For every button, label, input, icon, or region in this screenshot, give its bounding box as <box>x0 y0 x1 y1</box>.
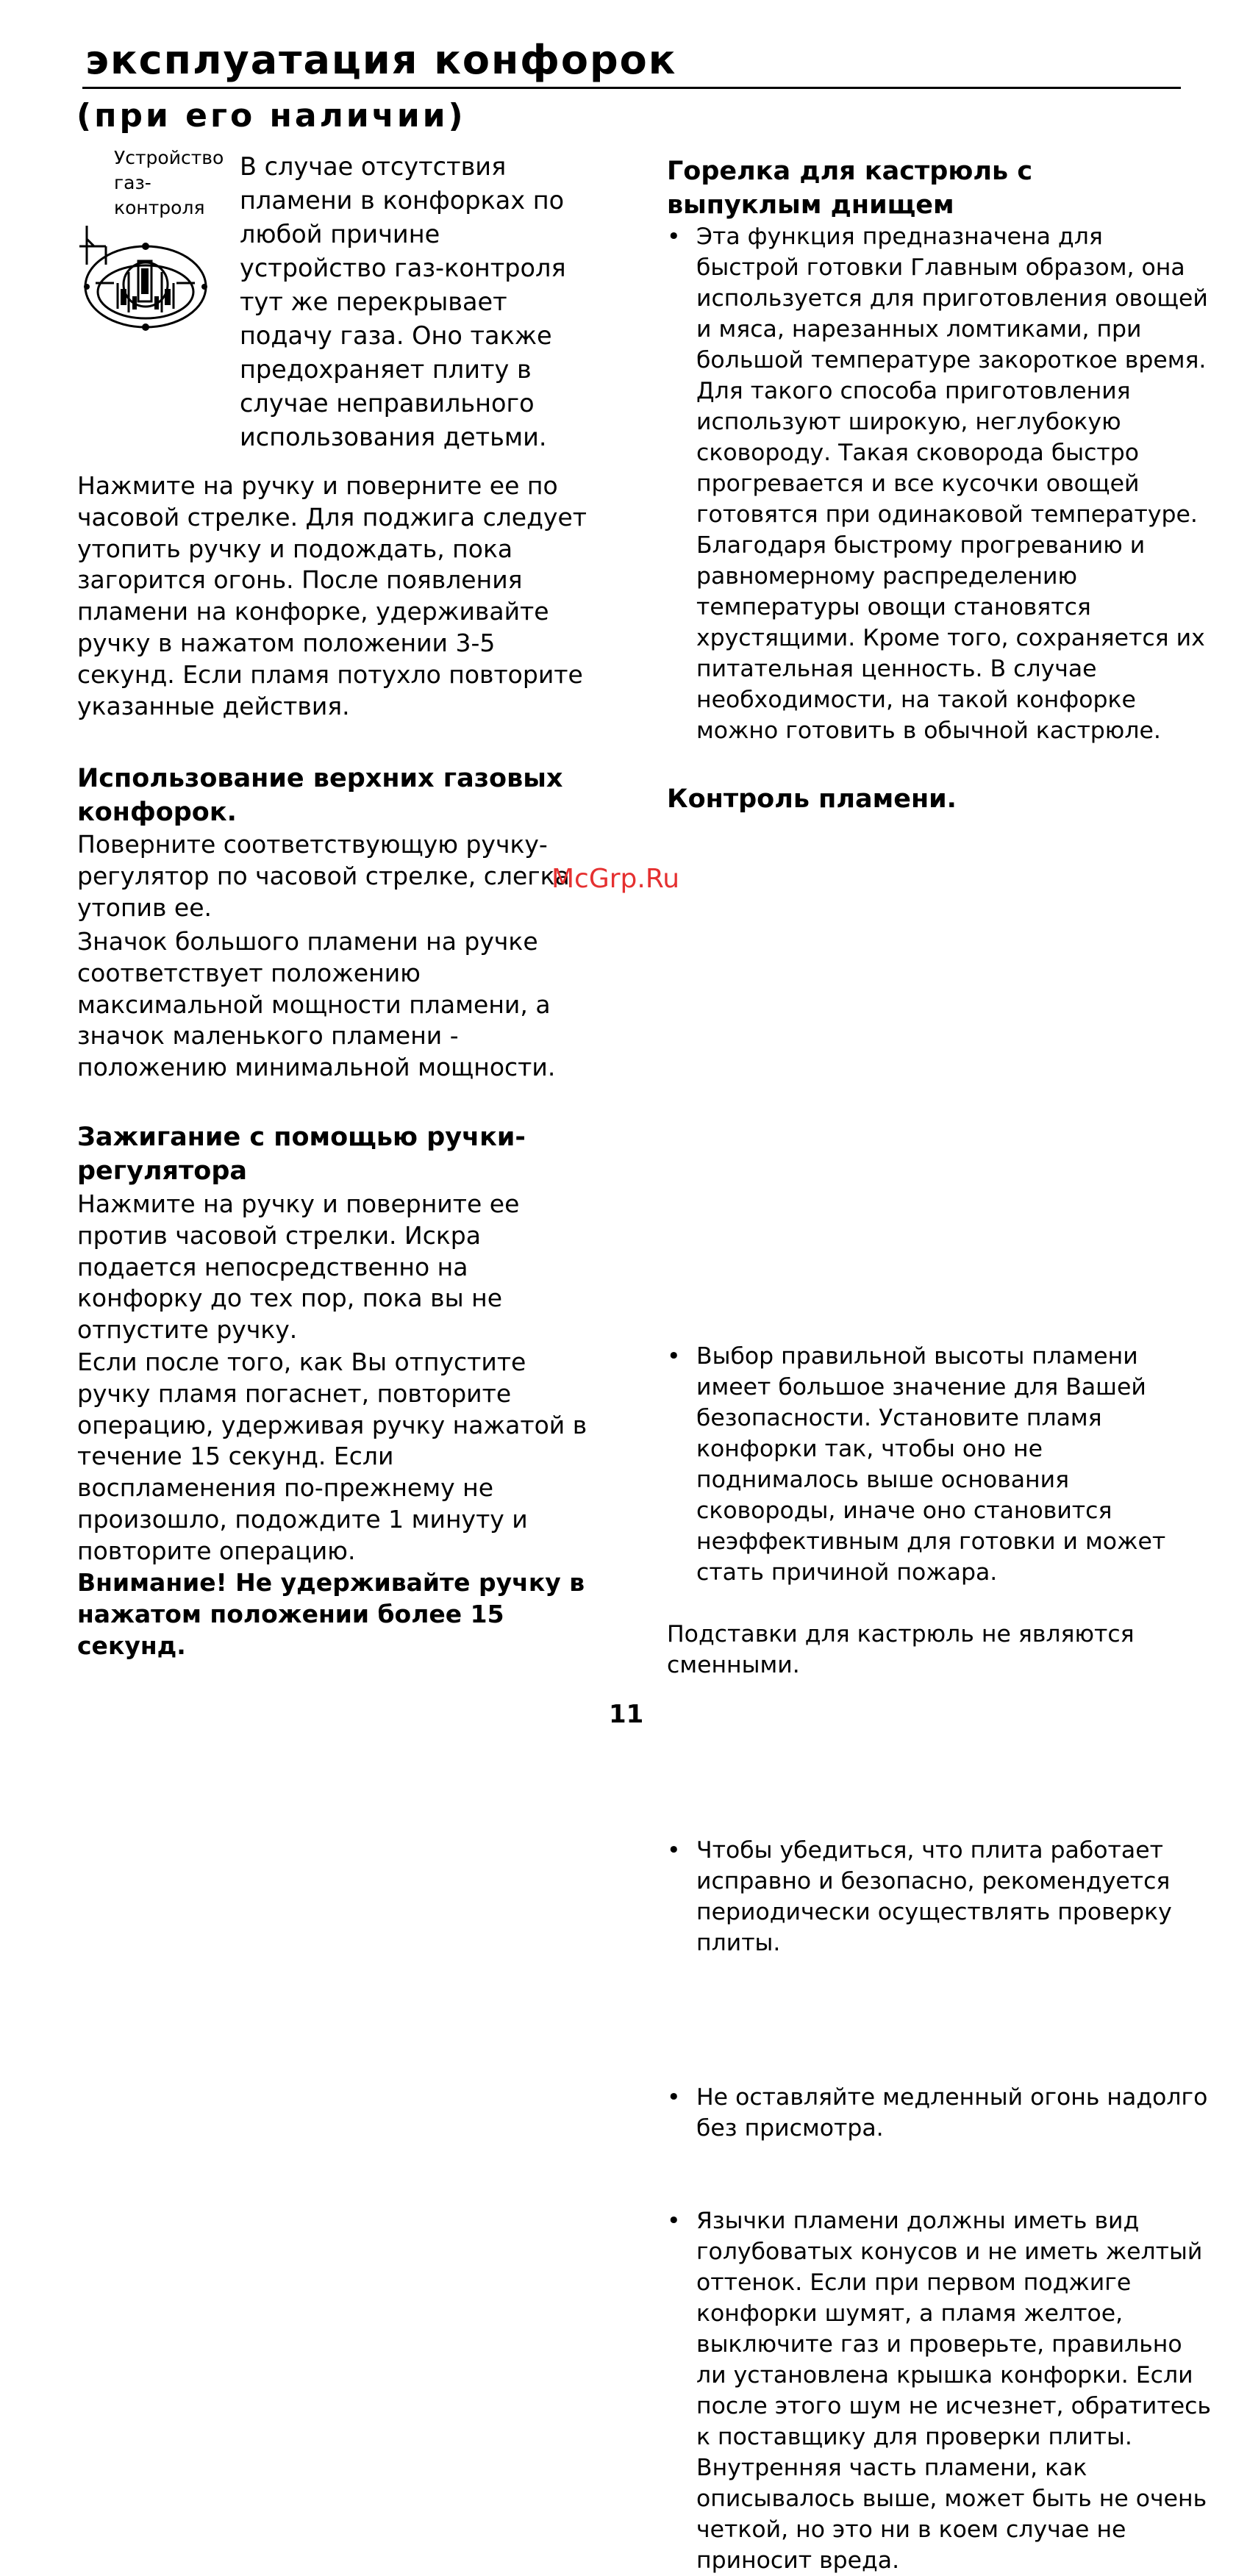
flame-control-bullet-4: • Язычки пламени должны иметь вид голубоватых конусов и не иметь желтый оттенок. Если при первом поджиге конфорки шумят, а пламя желтое, выключите газ и проверьте, правильно ли установлена крышка конфорки. Если после этого шум не исчезнет, обратитесь к поставщику для проверки плиты. Внутренняя часть пламени, как описывалось выше, может быть не очень четкой, но это ни в коем случае не приносит вреда. <box>667 2205 1211 2576</box>
section-text-top-burners-2: Значок большого пламени на ручке соответствует положению максимальной мощности пламени, а значок маленького пламени - положению минимальной мощности. <box>77 927 556 1082</box>
section-heading-knob-ignition: Зажигание с помощью ручки-регулятора <box>77 1123 526 1186</box>
device-label: Устройство газ-контроля <box>114 147 224 218</box>
section-text-knob-ignition-2: Если после того, как Вы отпустите ручку пламя погаснет, повторите операцию, удерживая ручку нажатой в течение 15 секунд. Если воспламенения по-прежнему не произошло, подождите 1 минуту и повторите операцию. <box>77 1348 587 1565</box>
flame-control-bullet-3: • Не оставляйте медленный огонь надолго без присмотра. <box>667 2082 1211 2144</box>
section-heading-flame-control: Контроль пламени. <box>667 784 957 814</box>
gas-control-device-icon <box>74 210 213 341</box>
page-title: эксплуатация конфорок <box>85 37 677 83</box>
watermark: McGrp.Ru <box>551 864 680 894</box>
page-subtitle: (при его наличии) <box>76 97 466 135</box>
section-heading-top-burners: Использование верхних газовых конфорок. <box>77 764 563 827</box>
closing-note: Подставки для кастрюль не являются сменными. <box>667 1621 1135 1678</box>
title-rule <box>82 87 1181 89</box>
left-paragraph-1: Нажмите на ручку и поверните ее по часовой стрелке. Для поджига следует утопить ручку и подождать, пока загорится огонь. После появления пламени на конфорке, удерживайте ручку в нажатом положении 3-5 секунд. Если пламя потухло повторите указанные действия. <box>77 471 587 720</box>
warning-text: Внимание! Не удерживайте ручку в нажатом положении более 15 секунд. <box>77 1568 585 1660</box>
flame-control-bullet-1: • Выбор правильной высоты пламени имеет большое значение для Вашей безопасности. Установите пламя конфорки так, чтобы оно не поднималось выше основания сковороды, иначе оно становится неэффективным для готовки и может стать причиной пожара. <box>667 1341 1211 1588</box>
section-heading-wok-burner: Горелка для кастрюль с выпуклым днищем <box>667 157 1033 220</box>
page-number: 11 <box>609 1700 644 1729</box>
intro-paragraph: В случае отсутствия пламени в конфорках по любой причине устройство газ-контроля тут же перекрывает подачу газа. Оно также предохраняет плиту в случае неправильного использования детьми. <box>240 152 566 451</box>
section-text-top-burners-1: Поверните соответствующую ручку-регулятор по часовой стрелке, слегка утопив ее. <box>77 830 570 922</box>
flame-control-bullet-2: • Чтобы убедиться, что плита работает исправно и безопасно, рекомендуется периодически осуществлять проверку плиты. <box>667 1835 1211 1958</box>
wok-burner-bullet: • Эта функция предназначена для быстрой готовки Главным образом, она используется для приготовления овощей и мяса, нарезанных ломтиками, при большой температуре закороткое время. Для такого способа приготовления используют широкую, неглубокую сковороду. Такая сковорода быстро прогревается и все кусочки овощей готовятся при одинаковой температуре. Благодаря быстрому прогреванию и равномерному распределению температуры овощи становятся хрустящими. Кроме того, сохраняется их питательная ценность. В случае необходимости, на такой конфорке можно готовить в обычной кастрюле. <box>667 221 1211 746</box>
section-text-knob-ignition-1: Нажмите на ручку и поверните ее против часовой стрелки. Искра подается непосредственно на конфорку до тех пор, пока вы не отпустите ручку. <box>77 1189 520 1345</box>
